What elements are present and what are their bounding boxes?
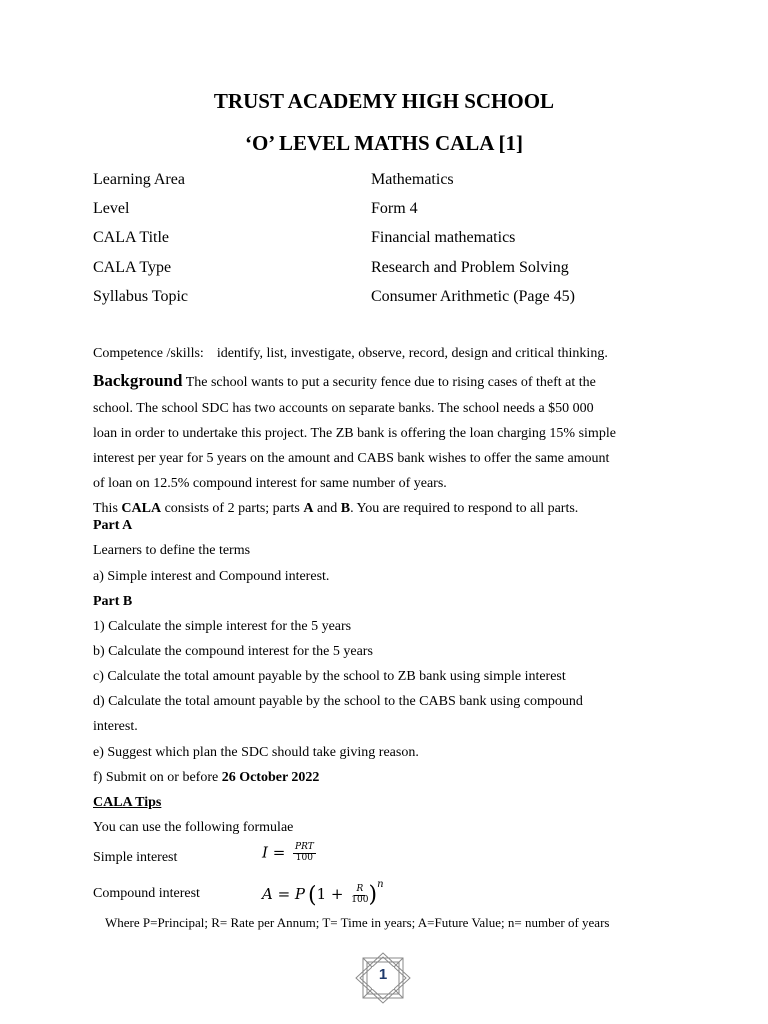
consists-line [93, 501, 578, 517]
info-value-cala-type: Research and Problem Solving [371, 259, 569, 276]
compound-numerator: R [356, 883, 364, 894]
info-value-syllabus-topic: Consumer Arithmetic (Page 45) [371, 288, 575, 305]
simple-fraction [293, 843, 316, 864]
page-number: 1 [378, 966, 388, 983]
compound-denominator: 100 [351, 894, 369, 905]
paren-open: ( [308, 882, 317, 908]
simple-lhs: I = [262, 843, 291, 862]
info-label-learning-area: Learning Area [93, 171, 185, 188]
background-line-4: interest per year for 5 years on the amount and CABS bank wishes to offer the same amount [93, 451, 610, 466]
info-value-cala-title: Financial mathematics [371, 229, 516, 246]
page-number-badge [355, 952, 411, 1004]
info-label-cala-type: CALA Type [93, 259, 172, 276]
background-line-5: of loan on 12.5% compound interest for same number of years. [93, 476, 447, 491]
part-b-question-f [93, 770, 319, 786]
part-b-question-d-cont: interest. [93, 719, 138, 734]
compound-one: 1 + [316, 885, 349, 903]
submit-text: f) Submit on or before [93, 770, 222, 785]
paren-close: ) [368, 882, 378, 908]
part-a-question-a: a) Simple interest and Compound interest. [93, 569, 330, 584]
consists-pre: This [93, 501, 122, 516]
background-heading: Background [93, 371, 183, 390]
info-label-level: Level [93, 200, 130, 217]
info-label-syllabus-topic: Syllabus Topic [93, 288, 189, 305]
part-b-question-c: c) Calculate the total amount payable by the school to ZB bank using simple interest [93, 669, 566, 684]
consists-part-b: B [340, 501, 351, 516]
compound-interest-formula [262, 879, 384, 908]
info-value-learning-area: Mathematics [371, 171, 454, 188]
consists-cala: CALA [121, 501, 162, 516]
part-b-question-b: b) Calculate the compound interest for the 5 years [93, 644, 373, 659]
formula-legend: Where P=Principal; R= Rate per Annum; T= Time in years; A=Future Value; n= number of years [105, 915, 610, 930]
compound-lhs: A = P [262, 885, 306, 903]
part-a-intro: Learners to define the terms [93, 543, 251, 558]
competence-label: Competence /skills: [93, 346, 204, 361]
simple-numerator: PRT [295, 842, 314, 852]
competence-value: identify, list, investigate, observe, record, design and critical thinking. [216, 346, 608, 361]
background-line-3: loan in order to undertake this project. The ZB bank is offering the loan charging 15% simple [93, 426, 616, 441]
school-title: TRUST ACADEMY HIGH SCHOOL [213, 89, 555, 113]
competence-line [93, 346, 608, 362]
consists-and: and [313, 501, 341, 516]
part-b-question-e: e) Suggest which plan the SDC should take giving reason. [93, 745, 419, 760]
background-text: The school wants to put a security fence due to rising cases of theft at the [185, 375, 596, 390]
compound-interest-label: Compound interest [93, 886, 200, 901]
simple-denominator: 100 [295, 852, 313, 863]
part-b-question-d: d) Calculate the total amount payable by the school to the CABS bank using compound [93, 694, 583, 709]
cala-tips-heading: CALA Tips [93, 795, 162, 810]
document-subtitle: ‘O’ LEVEL MATHS CALA [1] [244, 131, 524, 155]
compound-fraction [351, 885, 368, 906]
background-line-2: school. The school SDC has two accounts on separate banks. The school needs a $50 000 [93, 401, 594, 416]
consists-part-a: A [303, 501, 314, 516]
part-b-question-1: 1) Calculate the simple interest for the 5 years [93, 619, 352, 634]
compound-exponent: n [377, 879, 384, 890]
part-a-heading: Part A [93, 518, 133, 533]
background-line-1 [93, 371, 596, 391]
submit-date: 26 October 2022 [221, 770, 320, 785]
info-label-cala-title: CALA Title [93, 229, 170, 246]
cala-tips-intro: You can use the following formulae [93, 820, 294, 835]
simple-interest-formula [262, 843, 316, 864]
part-b-heading: Part B [93, 594, 133, 609]
simple-interest-label: Simple interest [93, 850, 178, 865]
consists-mid: consists of 2 parts; parts [161, 501, 304, 516]
info-value-level: Form 4 [371, 200, 418, 217]
consists-post: . You are required to respond to all parts. [350, 501, 579, 516]
